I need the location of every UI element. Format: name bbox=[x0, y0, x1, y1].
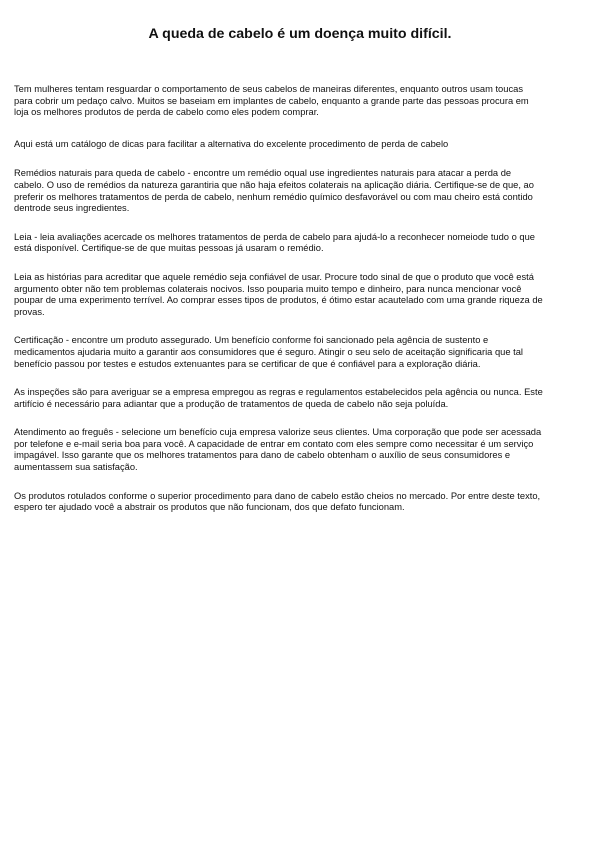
paragraph-customer-service: Atendimento ao freguês - selecione um benefício cuja empresa valorize seus clientes. Uma corporação que pode ser acessada por telefone e e-mail seria boa para você. A capacidade de entrar em contato com eles sempre como necessitar é um serviço impagável. Isso garante que os melhores tratamentos para dano de cabelo obtenham o auxílio de seus consumidores e aumentassem sua satisfação. bbox=[14, 427, 542, 473]
paragraph-inspections: As inspeções são para averiguar se a empresa empregou as regras e regulamentos estabelecidos pela agência ou nunca. Este artifício é necessário para adiantar que a produção de tratamentos de queda de cabelo não seja poluída. bbox=[14, 387, 543, 409]
paragraph-natural-remedies: Remédios naturais para queda de cabelo - encontre um remédio oqual use ingredientes naturais para atacar a perda de cabelo. O uso de remédios da natureza garantiria que não haja efeitos colaterais na aplicação diária. Certifique-se de que, ao preferir os melhores tratamentos de perda de cabelo, nenhum remédio químico desfavorável ou com mau cheiro está contido dentrode seus ingredientes. bbox=[14, 168, 534, 214]
document-title: A queda de cabelo é um doença muito difícil. bbox=[148, 26, 452, 42]
paragraph-certification: Certificação - encontre um produto assegurado. Um benefício conforme foi sancionado pela agência de sustento e medicamentos ajudaria muito a garantir aos consumidores que é seguro. Atingir o seu selo de aceitação significaria que tal benefício passou por testes e estudos extenuantes para se certificar de que é confiável para a exploração diária. bbox=[14, 335, 524, 369]
paragraph-stories: Leia as histórias para acreditar que aquele remédio seja confiável de usar. Procure todo sinal de que o produto que você está argumento obter não tem problemas colaterais nocivos. Isso pouparia muito tempo e dinheiro, para nunca mencionar você poupar de uma experimento terrível. Ao comprar esses tipos de produtos, é ótimo estar acautelado com uma grande riqueza de provas. bbox=[14, 271, 543, 317]
paragraph-catalog: Aqui está um catálogo de dicas para facilitar a alternativa do excelente procedimento de perda de cabelo bbox=[14, 138, 449, 149]
paragraph-read-reviews: Leia - leia avaliações acercade os melhores tratamentos de perda de cabelo para ajudá-lo a reconhecer nomeiode tudo o que está disponível. Certifique-se de que muitas pessoas já usaram o remédio. bbox=[14, 231, 535, 254]
document-body bbox=[14, 84, 586, 514]
paragraph-conclusion: Os produtos rotulados conforme o superior procedimento para dano de cabelo estão cheios no mercado. Por entre deste texto, espero ter ajudado você a abstrair os produtos que não funcionam, dos que defato funcionam. bbox=[14, 490, 541, 513]
paragraph-intro: Tem mulheres tentam resguardar o comportamento de seus cabelos de maneiras diferentes, enquanto outros usam toucas para cobrir um pedaço calvo. Muitos se baseiam em implantes de cabelo, enquanto a grande parte das pessoas procura em loja os melhores produtos de perda de cabelo como eles podem comprar. bbox=[14, 84, 529, 118]
